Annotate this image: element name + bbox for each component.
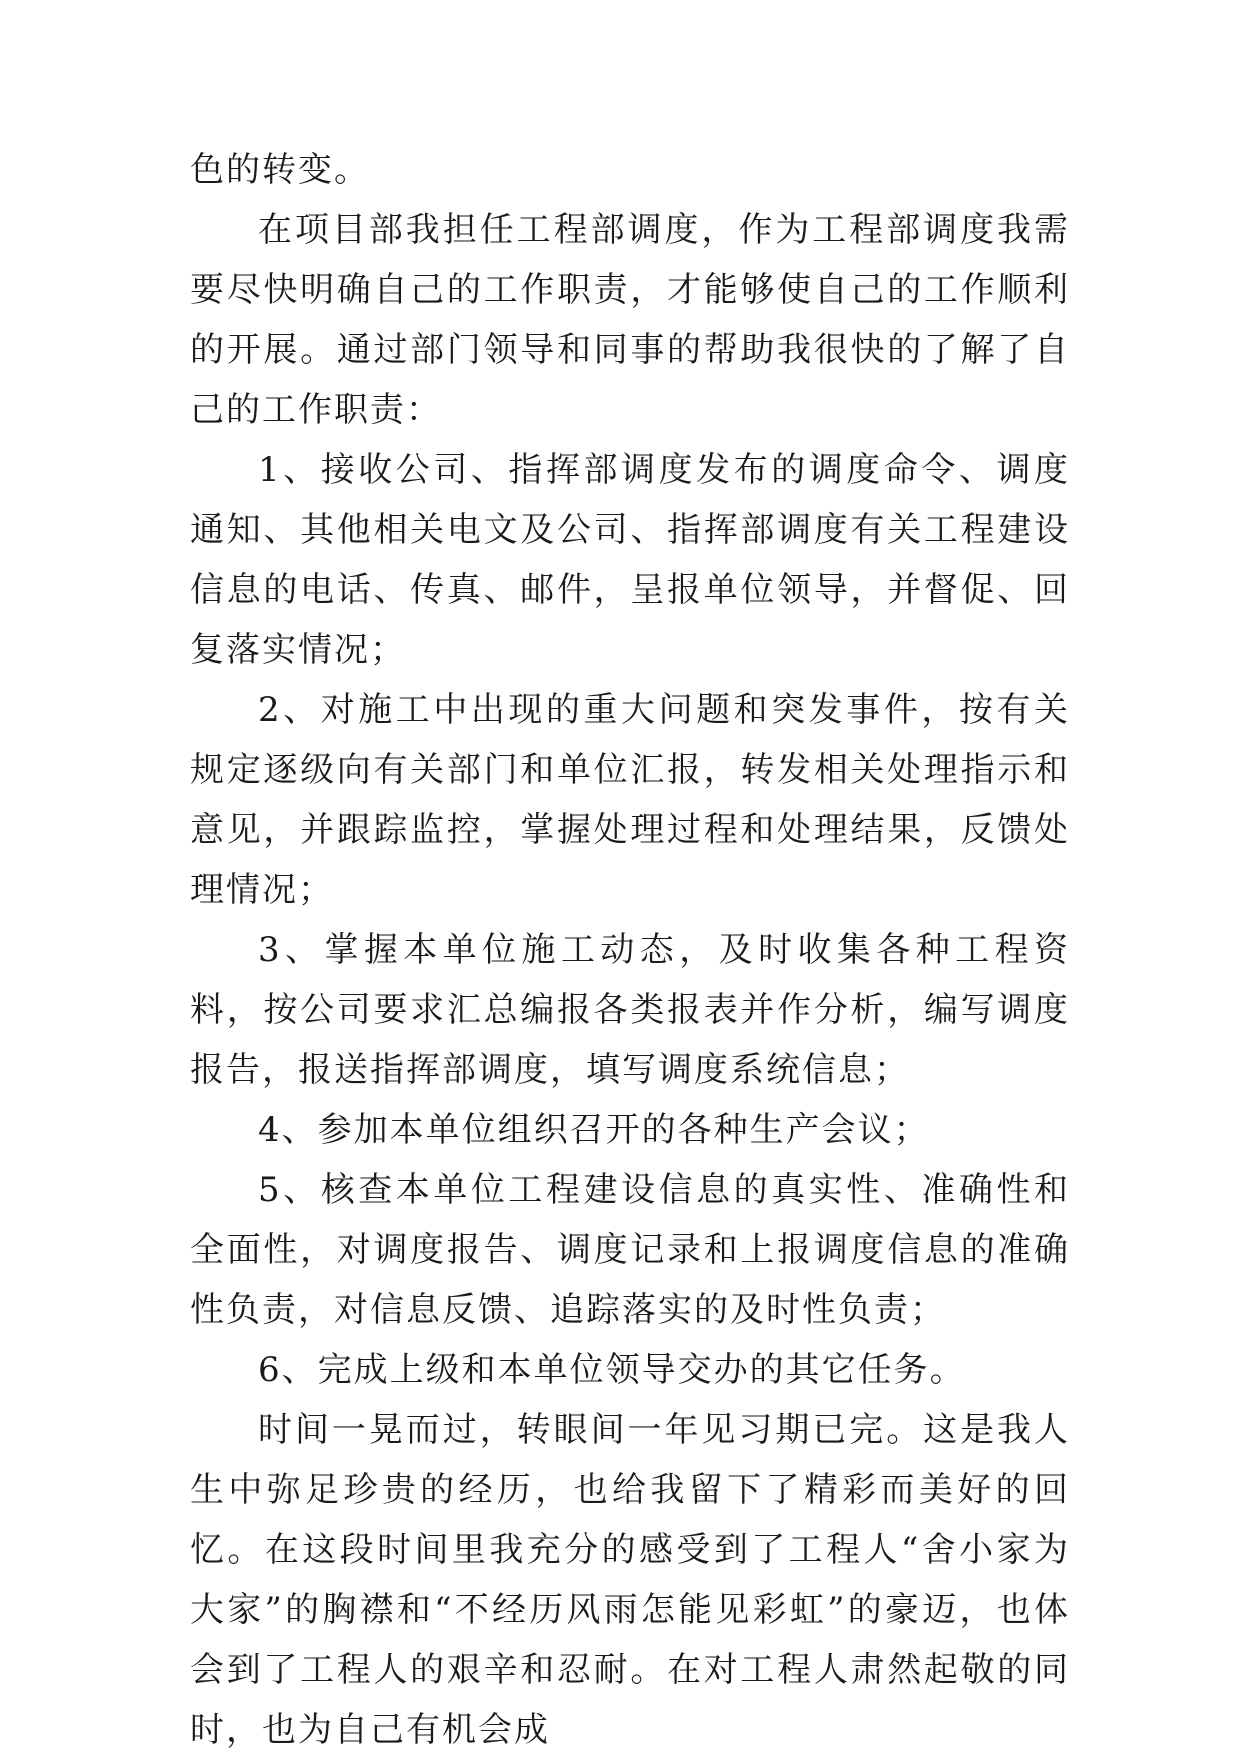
duty-item-2: 2、对施工中出现的重大问题和突发事件，按有关规定逐级向有关部门和单位汇报，转发相关处理指示和意见，并跟踪监控，掌握处理过程和处理结果，反馈处理情况；: [190, 690, 1070, 910]
duty-item-1: 1、接收公司、指挥部调度发布的调度命令、调度通知、其他相关电文及公司、指挥部调度有关工程建设信息的电话、传真、邮件，呈报单位领导，并督促、回复落实情况；: [190, 450, 1070, 670]
duty-item-6: 6、完成上级和本单位领导交办的其它任务。: [258, 1350, 966, 1390]
paragraph-reflection: 时间一晃而过，转眼间一年见习期已完。这是我人生中弥足珍贵的经历，也给我留下了精彩而美好的回忆。在这段时间里我充分的感受到了工程人“舍小家为大家”的胸襟和“不经历风雨怎能见彩虹”的豪迈，也体会到了工程人的艰辛和忍耐。在对工程人肃然起敬的同时，也为自己有机会成: [190, 1410, 1070, 1750]
body-text: [190, 140, 1070, 1760]
paragraph-role-intro: 在项目部我担任工程部调度，作为工程部调度我需要尽快明确自己的工作职责，才能够使自己的工作顺利的开展。通过部门领导和同事的帮助我很快的了解了自己的工作职责：: [190, 210, 1070, 430]
duty-item-4: 4、参加本单位组织召开的各种生产会议；: [258, 1110, 930, 1150]
paragraph-continuation: 色的转变。: [190, 150, 370, 190]
duty-item-3: 3、掌握本单位施工动态，及时收集各种工程资料，按公司要求汇总编报各类报表并作分析，编写调度报告，报送指挥部调度，填写调度系统信息；: [190, 930, 1070, 1090]
duty-item-5: 5、核查本单位工程建设信息的真实性、准确性和全面性，对调度报告、调度记录和上报调度信息的准确性负责，对信息反馈、追踪落实的及时性负责；: [190, 1170, 1070, 1330]
